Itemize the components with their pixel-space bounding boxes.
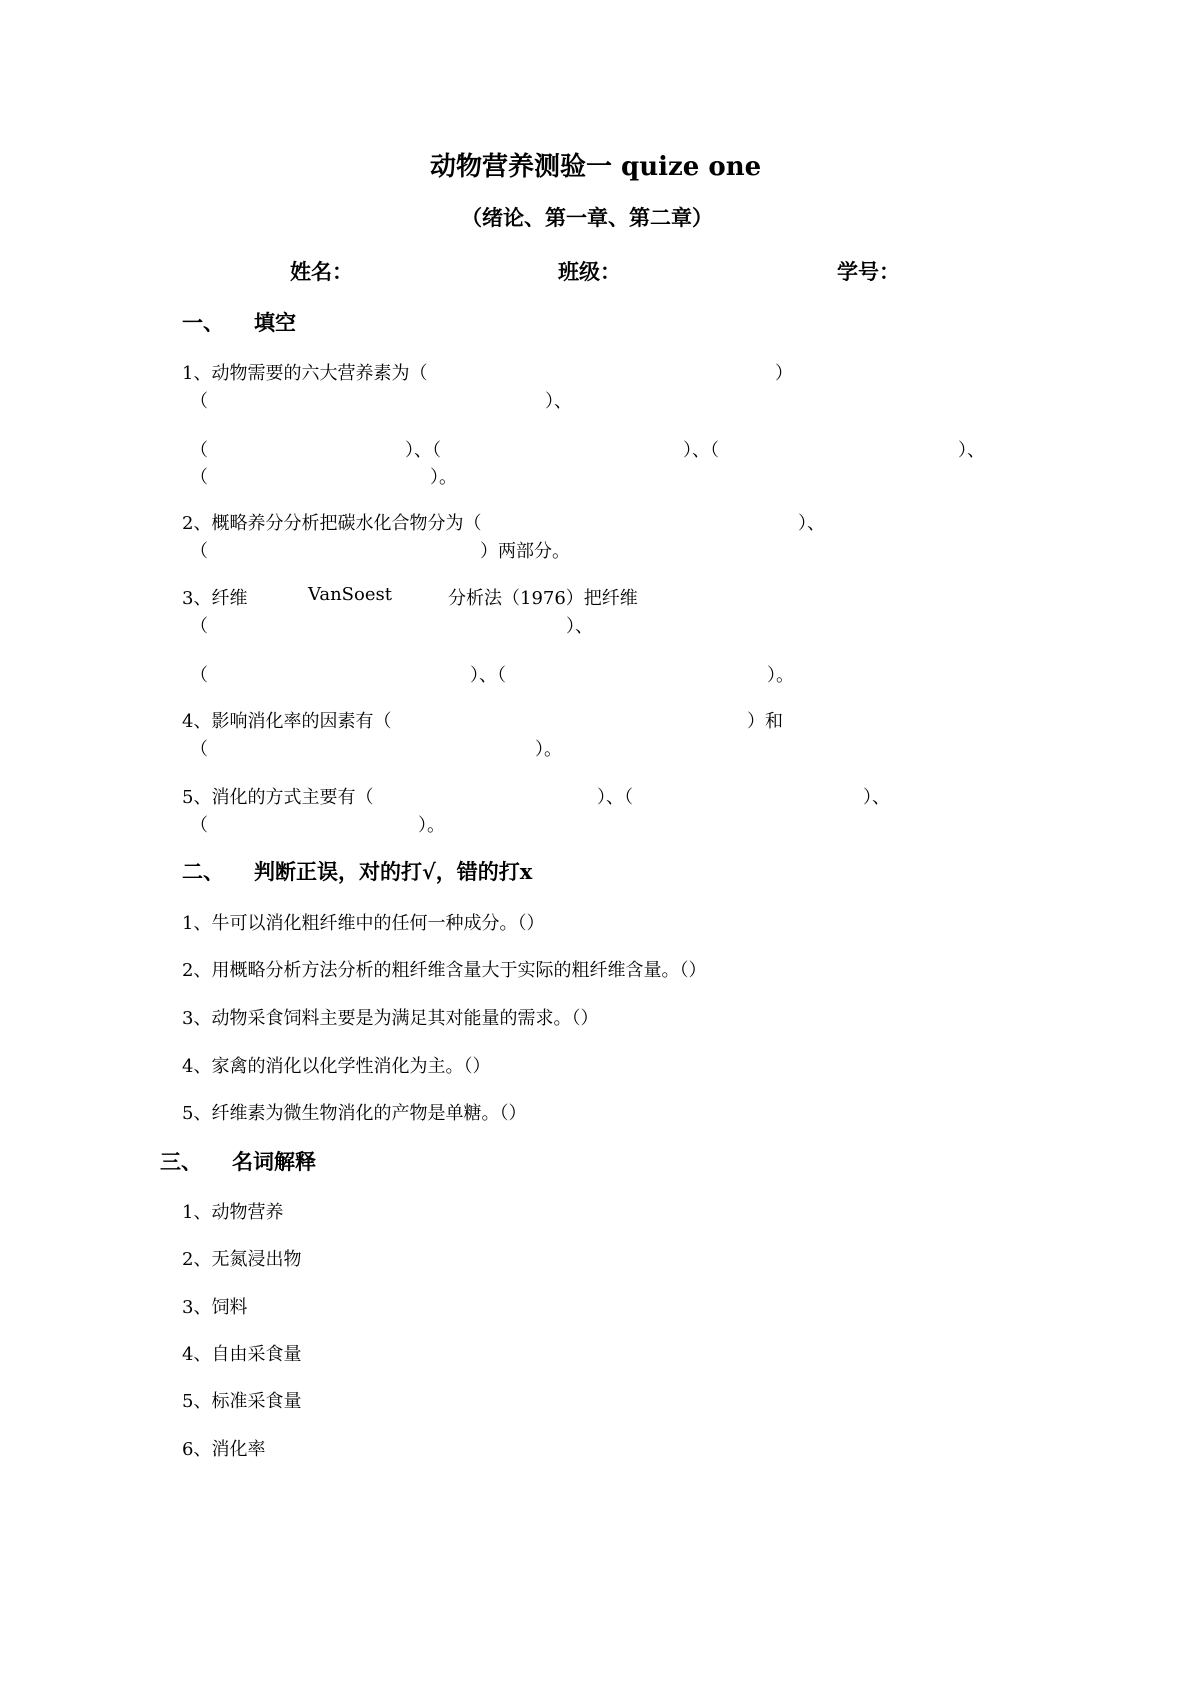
fill-blank-bracket: ）、 [545, 391, 572, 412]
fill-blank-bracket: （ [190, 665, 208, 686]
fill-blank-bracket: ）。 [535, 739, 562, 760]
true-false-question: 2、用概略分析方法分析的粗纤维含量大于实际的粗纤维含量。（） [182, 960, 707, 981]
fill-question: 3、纤维 [182, 588, 248, 609]
name-field-label: 姓名： [290, 259, 353, 284]
term-item: 3、饲料 [182, 1297, 248, 1318]
fill-blank-bracket: （ [190, 467, 208, 488]
term-item: 1、动物营养 [182, 1202, 284, 1223]
true-false-question: 3、动物采食饲料主要是为满足其对能量的需求。（） [182, 1008, 599, 1029]
student-id-field-label: 学号： [837, 259, 900, 284]
fill-blank-bracket: （ [190, 440, 208, 461]
fill-blank-bracket: ）、 [958, 440, 985, 461]
true-false-question: 5、纤维素为微生物消化的产物是单糖。（） [182, 1103, 527, 1124]
page-subtitle: （绪论、第一章、第二章） [461, 205, 713, 230]
section-number: 三、 [160, 1149, 202, 1174]
section-number: 二、 [182, 859, 224, 884]
fill-blank-bracket: （ [190, 541, 208, 562]
class-field-label: 班级： [558, 259, 621, 284]
section-number: 一、 [182, 310, 224, 335]
fill-question: 2、概略养分分析把碳水化合物分为（ [182, 513, 482, 534]
fill-blank-bracket: ）、（ [405, 440, 441, 461]
fill-blank-bracket: ）。 [430, 467, 457, 488]
term-item: 6、消化率 [182, 1439, 266, 1460]
fill-blank-bracket: ）、 [798, 513, 825, 534]
fill-blank-bracket: ）。 [767, 665, 794, 686]
fill-blank-bracket: ）和 [747, 711, 783, 732]
section-title-true-false: 判断正误，对的打√，错的打x [254, 859, 533, 884]
fill-blank-bracket: （ [190, 815, 208, 836]
fill-question: 1、动物需要的六大营养素为（ [182, 363, 428, 384]
fill-question: 4、影响消化率的因素有（ [182, 711, 392, 732]
fill-blank-bracket: （ [190, 616, 208, 637]
fill-question: 5、消化的方式主要有（ [182, 787, 374, 808]
term-item: 4、自由采食量 [182, 1344, 302, 1365]
section-title-term-definitions: 名词解释 [232, 1149, 316, 1174]
fill-blank-bracket: ）、 [566, 616, 593, 637]
fill-blank-bracket: ）、（ [597, 787, 633, 808]
fill-blank-bracket: ）、（ [470, 665, 506, 686]
page-title: 动物营养测验一 quize one [430, 152, 762, 182]
fill-blank-bracket: （ [190, 739, 208, 760]
section-title-fill-blank: 填空 [254, 310, 296, 335]
fill-blank-bracket: （ [190, 391, 208, 412]
fill-blank-bracket: ）两部分。 [480, 541, 570, 562]
fill-blank-bracket: ）、 [863, 787, 890, 808]
term-item: 5、标准采食量 [182, 1391, 302, 1412]
true-false-question: 4、家禽的消化以化学性消化为主。（） [182, 1056, 491, 1077]
fill-blank-bracket: ） [775, 363, 793, 384]
term-item: 2、无氮浸出物 [182, 1249, 302, 1270]
fill-blank-bracket: ）。 [418, 815, 445, 836]
fill-blank-bracket: ）、（ [683, 440, 719, 461]
fill-question-term: VanSoest [308, 584, 392, 605]
true-false-question: 1、牛可以消化粗纤维中的任何一种成分。（） [182, 913, 545, 934]
fill-question: 分析法（1976）把纤维 [448, 588, 638, 609]
